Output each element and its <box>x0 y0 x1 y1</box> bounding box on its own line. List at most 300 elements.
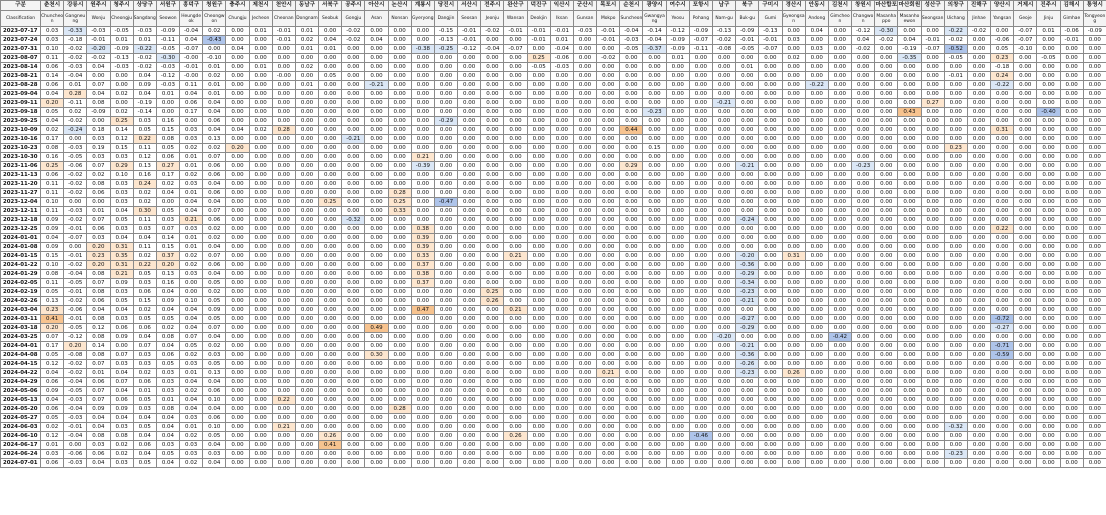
header-region-kor: 춘천시 <box>41 1 64 11</box>
table-cell: 0.00 <box>504 288 527 297</box>
table-cell: 0.00 <box>991 450 1014 459</box>
table-cell: 0.00 <box>504 459 527 468</box>
table-row <box>1 252 1106 261</box>
table-cell: 0.00 <box>249 243 272 252</box>
table-cell: -0.11 <box>156 36 179 45</box>
table-cell: 0.00 <box>967 288 990 297</box>
table-cell: 0.00 <box>1014 459 1037 468</box>
table-cell: 0.00 <box>365 72 388 81</box>
table-cell: 0.00 <box>898 135 921 144</box>
table-cell: 0.00 <box>597 45 620 54</box>
table-cell: 0.00 <box>249 54 272 63</box>
table-cell: 0.00 <box>272 459 295 468</box>
table-cell: 0.00 <box>272 162 295 171</box>
table-cell: 0.05 <box>319 72 342 81</box>
table-cell: 0.00 <box>1014 117 1037 126</box>
table-cell: 0.02 <box>133 306 156 315</box>
table-cell: 0.00 <box>249 144 272 153</box>
table-cell: 0.04 <box>87 414 110 423</box>
table-cell: -0.04 <box>64 270 87 279</box>
table-cell: 0.00 <box>759 189 782 198</box>
table-cell: 0.00 <box>573 198 596 207</box>
table-cell: 0.00 <box>272 387 295 396</box>
table-cell: 0.00 <box>689 171 712 180</box>
table-cell: 0.00 <box>921 441 944 450</box>
table-cell: 0.00 <box>782 324 805 333</box>
table-cell: -0.04 <box>64 378 87 387</box>
table-cell: 0.09 <box>110 279 133 288</box>
row-date: 2023-08-07 <box>1 54 41 63</box>
table-cell: 0.03 <box>110 180 133 189</box>
table-cell: 0.00 <box>666 126 689 135</box>
table-cell: 0.00 <box>736 99 759 108</box>
table-cell: 0.00 <box>666 396 689 405</box>
table-cell: 0.00 <box>712 162 735 171</box>
table-cell: 0.00 <box>991 441 1014 450</box>
table-cell: 0.00 <box>921 405 944 414</box>
table-cell: 0.00 <box>573 378 596 387</box>
table-cell: 0.00 <box>1060 72 1083 81</box>
table-cell: 0.00 <box>388 396 411 405</box>
row-date: 2024-04-15 <box>1 360 41 369</box>
table-cell: 0.04 <box>133 72 156 81</box>
table-cell: 0.00 <box>875 108 898 117</box>
table-cell: 0.00 <box>597 450 620 459</box>
table-cell: 0.14 <box>110 126 133 135</box>
table-cell: 0.00 <box>434 171 457 180</box>
table-cell: 0.00 <box>620 333 643 342</box>
table-cell: 0.00 <box>272 81 295 90</box>
table-cell: 0.00 <box>875 216 898 225</box>
table-cell: 0.16 <box>156 117 179 126</box>
table-cell: 0.00 <box>1060 333 1083 342</box>
table-cell: 0.00 <box>736 54 759 63</box>
table-cell: 0.00 <box>782 270 805 279</box>
table-cell: 0.00 <box>736 459 759 468</box>
table-cell: -0.07 <box>921 45 944 54</box>
table-cell: 0.00 <box>1037 126 1060 135</box>
table-cell: 0.00 <box>597 252 620 261</box>
table-cell: 0.00 <box>1014 360 1037 369</box>
table-cell: 0.00 <box>1014 387 1037 396</box>
table-cell: 0.00 <box>249 333 272 342</box>
table-cell: 0.00 <box>411 459 434 468</box>
table-cell: 0.00 <box>1060 396 1083 405</box>
table-cell: -0.01 <box>64 225 87 234</box>
row-date: 2023-07-24 <box>1 36 41 45</box>
table-cell: -0.01 <box>64 252 87 261</box>
table-cell: -0.21 <box>712 99 735 108</box>
table-cell: -0.09 <box>736 27 759 36</box>
table-cell: -0.46 <box>689 432 712 441</box>
table-cell: 0.00 <box>388 270 411 279</box>
table-cell: 0.00 <box>550 243 573 252</box>
table-cell: 0.00 <box>736 81 759 90</box>
table-cell: 0.00 <box>249 387 272 396</box>
table-cell: 0.00 <box>898 441 921 450</box>
table-cell: 0.00 <box>481 189 504 198</box>
table-cell: 0.00 <box>805 270 828 279</box>
header-region-eng: Jecheon <box>249 11 272 27</box>
table-cell: 0.00 <box>110 99 133 108</box>
table-cell: 0.18 <box>87 126 110 135</box>
table-cell: 0.00 <box>434 378 457 387</box>
table-cell: 0.00 <box>689 153 712 162</box>
table-cell: 0.00 <box>921 297 944 306</box>
table-cell: 0.00 <box>342 360 365 369</box>
table-cell: 0.00 <box>1037 360 1060 369</box>
table-cell: 0.00 <box>388 63 411 72</box>
table-cell: 0.00 <box>319 99 342 108</box>
table-cell: 0.00 <box>434 216 457 225</box>
table-cell: 0.00 <box>689 108 712 117</box>
table-cell: 0.00 <box>365 414 388 423</box>
table-cell: 0.25 <box>388 198 411 207</box>
table-cell: 0.00 <box>1060 171 1083 180</box>
table-cell: 0.00 <box>1037 342 1060 351</box>
table-cell: 0.03 <box>180 450 203 459</box>
table-cell: 0.00 <box>991 288 1014 297</box>
table-cell: 0.00 <box>272 342 295 351</box>
table-cell: 0.00 <box>573 234 596 243</box>
table-cell: 0.05 <box>203 432 226 441</box>
row-date: 2023-11-13 <box>1 171 41 180</box>
table-cell: 0.00 <box>573 45 596 54</box>
table-cell: 0.00 <box>388 351 411 360</box>
table-cell: 0.00 <box>991 144 1014 153</box>
table-cell: 0.00 <box>620 414 643 423</box>
table-cell: 0.02 <box>110 108 133 117</box>
table-cell: 0.00 <box>759 54 782 63</box>
table-cell: 0.00 <box>365 27 388 36</box>
table-cell: 0.03 <box>156 369 179 378</box>
table-cell: 0.04 <box>180 378 203 387</box>
row-date: 2023-09-25 <box>1 117 41 126</box>
table-cell: 0.00 <box>550 441 573 450</box>
table-cell: 0.00 <box>875 279 898 288</box>
table-cell: 0.21 <box>597 369 620 378</box>
table-cell: 0.28 <box>64 90 87 99</box>
table-cell: 0.00 <box>852 234 875 243</box>
table-cell: 0.00 <box>1014 216 1037 225</box>
table-cell: 0.00 <box>1083 369 1106 378</box>
table-cell: 0.00 <box>504 324 527 333</box>
table-cell: 0.25 <box>319 198 342 207</box>
table-cell: 0.00 <box>550 297 573 306</box>
table-cell: 0.00 <box>527 378 550 387</box>
table-cell: 0.00 <box>226 414 249 423</box>
table-cell: 0.00 <box>967 324 990 333</box>
table-cell: 0.00 <box>666 306 689 315</box>
table-cell: 0.00 <box>875 153 898 162</box>
table-cell: -0.09 <box>110 45 133 54</box>
table-cell: 0.04 <box>110 414 133 423</box>
table-cell: 0.08 <box>156 405 179 414</box>
table-cell: 0.00 <box>643 297 666 306</box>
table-cell: 0.00 <box>295 423 318 432</box>
table-cell: 0.00 <box>921 63 944 72</box>
table-cell: 0.00 <box>666 432 689 441</box>
table-cell: 0.00 <box>597 432 620 441</box>
table-cell: 0.04 <box>180 324 203 333</box>
table-cell: 0.21 <box>180 216 203 225</box>
table-cell: 0.06 <box>87 450 110 459</box>
table-cell: 0.00 <box>319 180 342 189</box>
table-cell: 0.00 <box>921 351 944 360</box>
table-cell: 0.00 <box>1083 270 1106 279</box>
table-cell: 0.00 <box>458 324 481 333</box>
table-cell: 0.00 <box>1037 135 1060 144</box>
table-cell: 0.00 <box>1037 315 1060 324</box>
table-cell: 0.00 <box>573 72 596 81</box>
table-cell: 0.00 <box>527 72 550 81</box>
table-cell: 0.00 <box>852 315 875 324</box>
table-cell: 0.00 <box>458 270 481 279</box>
table-cell: 0.00 <box>504 333 527 342</box>
table-cell: 0.00 <box>944 369 967 378</box>
table-cell: -0.13 <box>110 54 133 63</box>
table-cell: 0.00 <box>852 261 875 270</box>
table-cell: 0.00 <box>875 207 898 216</box>
table-cell: 0.00 <box>527 252 550 261</box>
table-cell: 0.06 <box>203 117 226 126</box>
table-cell: 0.04 <box>180 36 203 45</box>
table-cell: 0.00 <box>434 72 457 81</box>
table-cell: 0.00 <box>319 126 342 135</box>
table-cell: 0.00 <box>272 252 295 261</box>
header-region-kor: 김천시 <box>828 1 851 11</box>
table-cell: -0.04 <box>64 432 87 441</box>
table-cell: 0.00 <box>828 81 851 90</box>
table-cell: 0.00 <box>573 450 596 459</box>
table-cell: 0.02 <box>156 324 179 333</box>
table-cell: 0.00 <box>319 387 342 396</box>
table-cell: 0.00 <box>550 135 573 144</box>
table-cell: -0.06 <box>991 36 1014 45</box>
table-cell: 0.00 <box>805 153 828 162</box>
table-cell: 0.00 <box>319 315 342 324</box>
table-cell: 0.00 <box>944 360 967 369</box>
table-cell: 0.10 <box>203 396 226 405</box>
table-cell: 0.00 <box>712 342 735 351</box>
table-cell: 0.00 <box>921 108 944 117</box>
table-cell: 0.00 <box>481 225 504 234</box>
table-cell: 0.00 <box>434 450 457 459</box>
table-cell: 0.00 <box>759 405 782 414</box>
table-cell: 0.00 <box>852 306 875 315</box>
table-cell: 0.00 <box>411 324 434 333</box>
table-cell: 0.00 <box>226 324 249 333</box>
table-cell: 0.00 <box>921 54 944 63</box>
table-cell: 0.00 <box>342 45 365 54</box>
table-cell: 0.00 <box>1060 243 1083 252</box>
table-cell: 0.00 <box>597 234 620 243</box>
table-cell: -0.02 <box>64 180 87 189</box>
table-cell: 0.00 <box>295 405 318 414</box>
table-cell: 0.00 <box>944 252 967 261</box>
table-cell: 0.00 <box>226 333 249 342</box>
table-cell: 0.06 <box>203 162 226 171</box>
table-cell: 0.06 <box>87 189 110 198</box>
table-cell: 0.00 <box>1037 414 1060 423</box>
table-cell: 0.00 <box>1037 378 1060 387</box>
table-cell: 0.00 <box>1083 99 1106 108</box>
table-cell: 0.00 <box>921 252 944 261</box>
table-cell: 0.19 <box>87 144 110 153</box>
table-cell: 0.05 <box>156 315 179 324</box>
table-cell: 0.00 <box>991 387 1014 396</box>
table-cell: 0.00 <box>550 414 573 423</box>
table-cell: 0.00 <box>1014 99 1037 108</box>
table-cell: 0.00 <box>550 279 573 288</box>
table-cell: 0.00 <box>1083 207 1106 216</box>
table-cell: 0.00 <box>481 432 504 441</box>
table-cell: 0.00 <box>967 90 990 99</box>
table-cell: 0.17 <box>156 171 179 180</box>
header-region-kor: 논산시 <box>388 1 411 11</box>
row-date: 2023-09-18 <box>1 108 41 117</box>
table-cell: 0.00 <box>991 279 1014 288</box>
table-cell: -0.47 <box>434 198 457 207</box>
table-cell: -0.07 <box>64 234 87 243</box>
table-cell: 0.00 <box>1014 261 1037 270</box>
table-cell: -0.01 <box>458 27 481 36</box>
table-cell: 0.00 <box>226 441 249 450</box>
table-cell: 0.00 <box>597 306 620 315</box>
table-cell: 0.00 <box>666 261 689 270</box>
table-cell: 0.00 <box>481 90 504 99</box>
table-cell: 0.00 <box>1014 378 1037 387</box>
table-cell: 0.00 <box>991 234 1014 243</box>
table-cell: 0.00 <box>620 135 643 144</box>
table-cell: -0.27 <box>991 324 1014 333</box>
table-cell: -0.27 <box>736 315 759 324</box>
table-cell: 0.04 <box>203 180 226 189</box>
table-cell: 0.00 <box>1060 342 1083 351</box>
table-cell: 0.00 <box>643 225 666 234</box>
table-cell: -0.02 <box>967 27 990 36</box>
table-cell: 0.00 <box>481 108 504 117</box>
table-cell: 0.00 <box>342 225 365 234</box>
table-cell: 0.00 <box>342 270 365 279</box>
table-cell: 0.00 <box>1037 225 1060 234</box>
table-cell: 0.00 <box>342 99 365 108</box>
table-cell: 0.00 <box>411 189 434 198</box>
table-row <box>1 225 1106 234</box>
table-cell: 0.00 <box>875 126 898 135</box>
table-cell: 0.00 <box>458 225 481 234</box>
table-cell: 0.00 <box>249 450 272 459</box>
table-cell: 0.00 <box>1060 153 1083 162</box>
table-cell: 0.20 <box>87 243 110 252</box>
table-cell: 0.00 <box>875 459 898 468</box>
table-cell: 0.00 <box>226 135 249 144</box>
table-cell: 0.00 <box>805 117 828 126</box>
table-cell: 0.00 <box>388 378 411 387</box>
table-cell: 0.00 <box>1014 396 1037 405</box>
table-cell: 0.31 <box>110 261 133 270</box>
table-cell: 0.28 <box>388 189 411 198</box>
table-cell: 0.00 <box>458 99 481 108</box>
table-cell: 0.00 <box>828 72 851 81</box>
table-cell: 0.00 <box>319 378 342 387</box>
table-cell: 0.00 <box>805 360 828 369</box>
table-cell: 0.00 <box>967 54 990 63</box>
table-cell: 0.07 <box>87 396 110 405</box>
table-cell: 0.00 <box>272 324 295 333</box>
table-cell: 0.00 <box>458 405 481 414</box>
table-cell: -0.05 <box>110 27 133 36</box>
table-cell: 0.00 <box>319 351 342 360</box>
table-cell: 0.00 <box>689 405 712 414</box>
table-cell: 0.00 <box>365 180 388 189</box>
row-date: 2024-05-06 <box>1 387 41 396</box>
table-cell: 0.00 <box>967 162 990 171</box>
table-row <box>1 117 1106 126</box>
table-cell: 0.00 <box>852 81 875 90</box>
table-cell: 0.00 <box>504 189 527 198</box>
header-classification-eng: Classification <box>1 11 41 27</box>
table-cell: 0.37 <box>411 261 434 270</box>
table-cell: 0.00 <box>805 36 828 45</box>
table-cell: 0.03 <box>180 126 203 135</box>
table-cell: 0.00 <box>1014 324 1037 333</box>
table-cell: 0.00 <box>249 441 272 450</box>
table-cell: 0.00 <box>411 378 434 387</box>
table-cell: 0.00 <box>852 279 875 288</box>
table-cell: 0.00 <box>921 234 944 243</box>
table-cell: 0.03 <box>87 135 110 144</box>
table-row <box>1 324 1106 333</box>
table-cell: 0.00 <box>828 162 851 171</box>
table-cell: 0.00 <box>527 333 550 342</box>
row-date: 2024-05-13 <box>1 396 41 405</box>
table-cell: 0.00 <box>411 432 434 441</box>
table-cell: -0.01 <box>759 36 782 45</box>
table-cell: 0.00 <box>944 306 967 315</box>
table-cell: 0.01 <box>180 189 203 198</box>
table-cell: 0.00 <box>411 342 434 351</box>
table-cell: 0.00 <box>597 459 620 468</box>
table-row <box>1 72 1106 81</box>
table-cell: 0.00 <box>620 252 643 261</box>
header-region-eng: Gyeongsan <box>782 11 805 27</box>
table-cell: 0.03 <box>203 351 226 360</box>
table-cell: 0.00 <box>643 162 666 171</box>
table-cell: 0.00 <box>944 387 967 396</box>
table-cell: -0.04 <box>643 36 666 45</box>
table-cell: 0.00 <box>759 261 782 270</box>
table-cell: 0.00 <box>991 261 1014 270</box>
header-region-eng: Yeosu <box>666 11 689 27</box>
table-cell: 0.00 <box>782 135 805 144</box>
table-cell: 0.06 <box>110 324 133 333</box>
table-cell: 0.00 <box>573 387 596 396</box>
table-cell: 0.00 <box>249 198 272 207</box>
table-cell: 0.00 <box>527 198 550 207</box>
table-cell: 0.00 <box>828 126 851 135</box>
table-cell: 0.00 <box>852 126 875 135</box>
table-cell: 0.00 <box>921 432 944 441</box>
table-cell: 0.00 <box>689 180 712 189</box>
table-cell: 0.00 <box>828 441 851 450</box>
table-cell: 0.00 <box>411 144 434 153</box>
table-cell: 0.00 <box>921 387 944 396</box>
table-cell: 0.00 <box>1014 450 1037 459</box>
table-cell: 0.00 <box>828 117 851 126</box>
table-cell: 0.00 <box>1083 423 1106 432</box>
table-cell: 0.23 <box>944 144 967 153</box>
